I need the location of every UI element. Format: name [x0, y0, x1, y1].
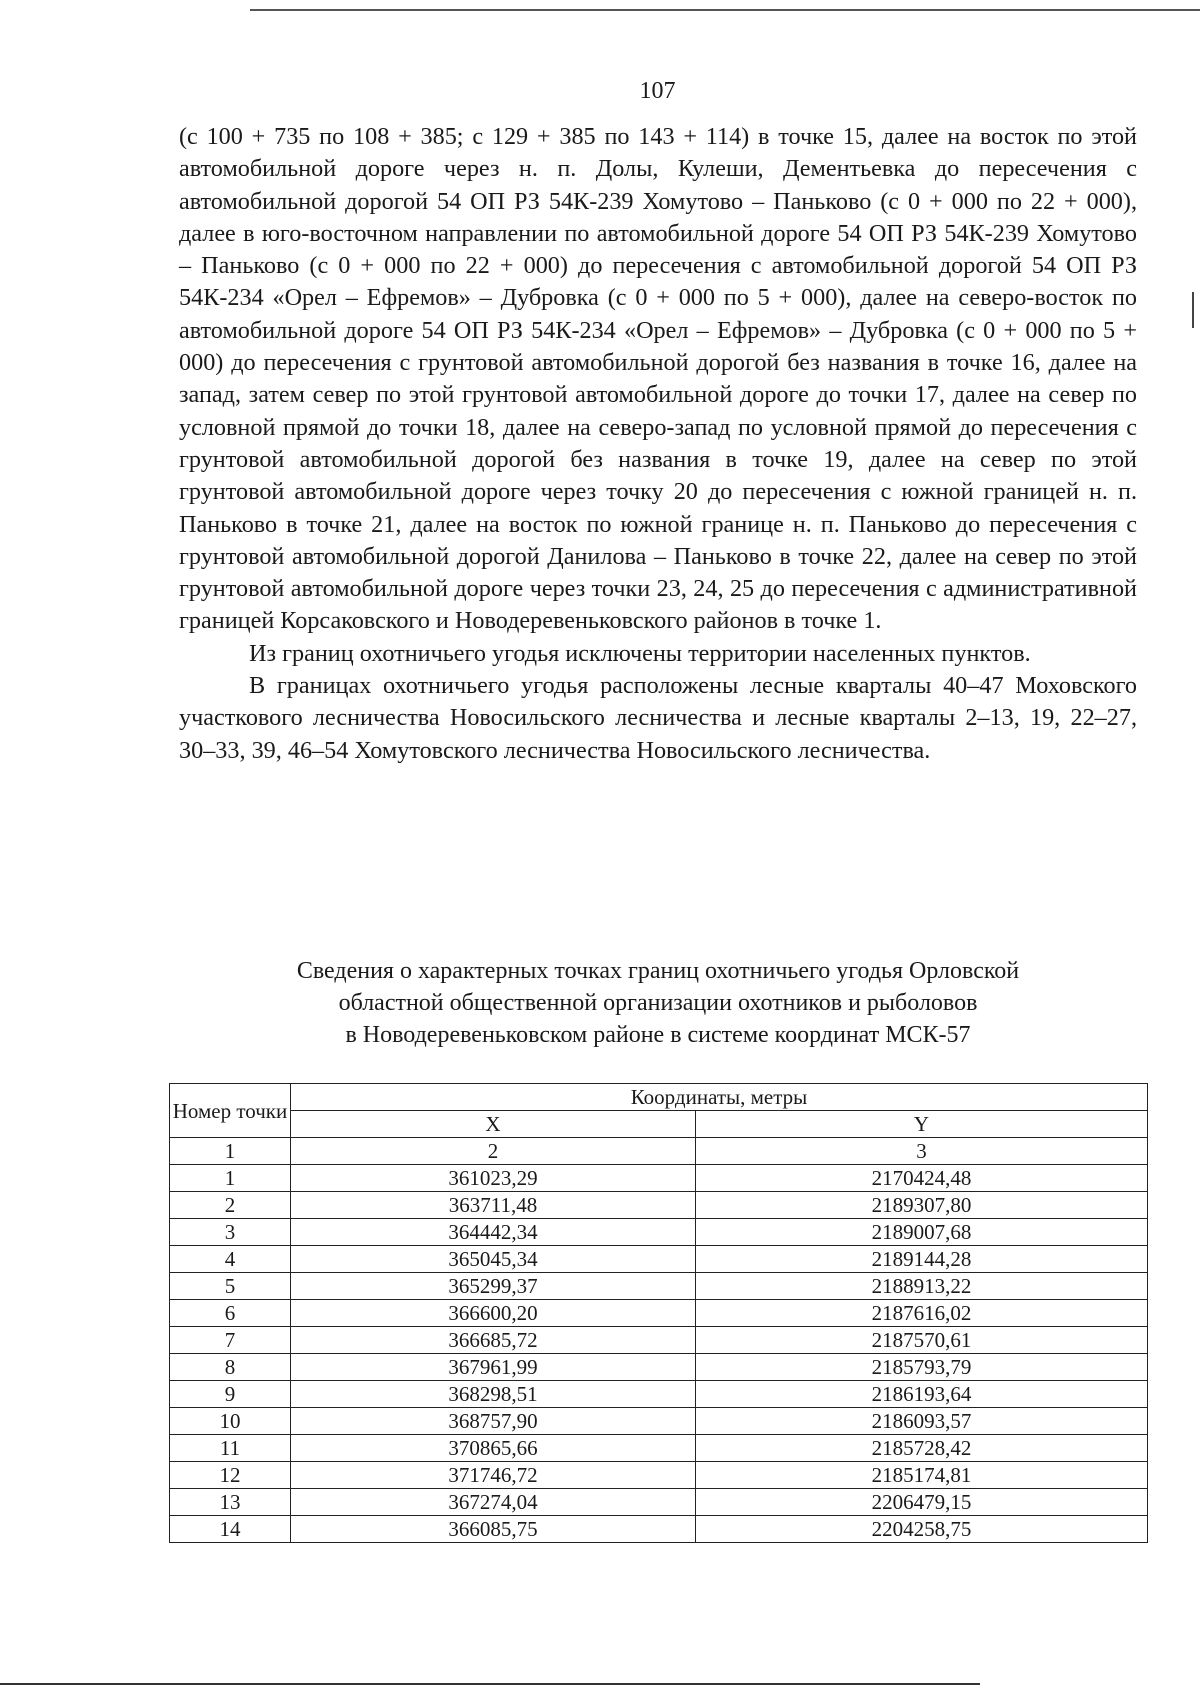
x-coordinate-cell: 366085,75: [291, 1516, 696, 1543]
table-row: [170, 1462, 1148, 1489]
y-coordinate-cell: 2189307,80: [695, 1192, 1147, 1219]
point-number-cell: 4: [170, 1246, 291, 1273]
point-number-cell: 8: [170, 1354, 291, 1381]
paragraph-boundary-description: (с 100 + 735 по 108 + 385; с 129 + 385 по 143 + 114) в точке 15, далее на восток по этой автомобильной дороге через н. п. Долы, Кулеши, Дементьевка до пересечения с автомобильной дорогой 54 ОП РЗ 54К-239 Хомутово – Паньково (с 0 + 000 по 22 + 000), далее в юго-восточном направлении по автомобильной дороге 54 ОП РЗ 54К-239 Хомутово – Паньково (с 0 + 000 по 22 + 000) до пересечения с автомобильной дорогой 54 ОП РЗ 54К-234 «Орел – Ефремов» – Дубровка (с 0 + 000 по 5 + 000), далее на северо-восток по автомобильной дороге 54 ОП РЗ 54К-234 «Орел – Ефремов» – Дубровка (с 0 + 000 по 5 + 000) до пересечения с грунтовой автомобильной дорогой без названия в точке 16, далее на запад, затем север по этой грунтовой автомобильной дороге до точки 17, далее на север по условной прямой до точки 18, далее на северо-запад по условной прямой до пересечения с грунтовой автомобильной дорогой без названия в точке 19, далее на север по этой грунтовой автомобильной дороге через точку 20 до пересечения с южной границей н. п. Паньково в точке 21, далее на восток по южной границе н. п. Паньково до пересечения с грунтовой автомобильной дорогой Данилова – Паньково в точке 22, далее на север по этой грунтовой автомобильной дороге через точки 23, 24, 25 до пересечения с административной границей Корсаковского и Новодеревеньковского районов в точке 1.: [179, 123, 1137, 635]
x-coordinate-cell: 365045,34: [291, 1246, 696, 1273]
x-coordinate-cell: 367961,99: [291, 1354, 696, 1381]
table-row: [170, 1408, 1148, 1435]
x-coordinate-cell: 365299,37: [291, 1273, 696, 1300]
x-coordinate-cell: 368757,90: [291, 1408, 696, 1435]
paragraph-forest-quarters: В границах охотничьего угодья расположены лесные кварталы 40–47 Моховского участкового лесничества Новосильского лесничества и лесные кварталы 2–13, 19, 22–27, 30–33, 39, 46–54 Хомутовского лесничества Новосильского лесничества.: [179, 672, 1137, 764]
y-coordinate-cell: 2189144,28: [695, 1246, 1147, 1273]
point-number-cell: 6: [170, 1300, 291, 1327]
scan-mark-right: [1192, 292, 1194, 328]
column-index: 2: [291, 1138, 696, 1165]
table-row: [170, 1381, 1148, 1408]
header-coordinates: Координаты, метры: [291, 1084, 1148, 1111]
point-number-cell: 7: [170, 1327, 291, 1354]
table-row: [170, 1246, 1148, 1273]
table-title-line-2: областной общественной организации охотников и рыболовов: [338, 990, 978, 1016]
y-coordinate-cell: 2185174,81: [695, 1462, 1147, 1489]
table-title: [179, 955, 1137, 1051]
coordinates-table: [169, 1083, 1148, 1543]
y-coordinate-cell: 2187616,02: [695, 1300, 1147, 1327]
table-row: [170, 1219, 1148, 1246]
y-coordinate-cell: 2204258,75: [695, 1516, 1147, 1543]
y-coordinate-cell: 2185793,79: [695, 1354, 1147, 1381]
header-y: Y: [695, 1111, 1147, 1138]
page-number: 107: [639, 78, 676, 104]
header-point-number: Номер точки: [170, 1084, 291, 1138]
y-coordinate-cell: 2186193,64: [695, 1381, 1147, 1408]
y-coordinate-cell: 2189007,68: [695, 1219, 1147, 1246]
point-number-cell: 3: [170, 1219, 291, 1246]
x-coordinate-cell: 366685,72: [291, 1327, 696, 1354]
table-title-line-3: в Новодеревеньковском районе в системе координат МСК-57: [345, 1022, 971, 1048]
x-coordinate-cell: 370865,66: [291, 1435, 696, 1462]
point-number-cell: 11: [170, 1435, 291, 1462]
column-index: 3: [695, 1138, 1147, 1165]
table-title-line-1: Сведения о характерных точках границ охотничьего угодья Орловской: [296, 958, 1020, 984]
table-row: [170, 1435, 1148, 1462]
x-coordinate-cell: 363711,48: [291, 1192, 696, 1219]
point-number-cell: 10: [170, 1408, 291, 1435]
scan-edge-top: [250, 9, 1200, 11]
point-number-cell: 2: [170, 1192, 291, 1219]
table-row: [170, 1489, 1148, 1516]
y-coordinate-cell: 2206479,15: [695, 1489, 1147, 1516]
table-row: [170, 1516, 1148, 1543]
point-number-cell: 14: [170, 1516, 291, 1543]
table-row: [170, 1273, 1148, 1300]
y-coordinate-cell: 2187570,61: [695, 1327, 1147, 1354]
x-coordinate-cell: 361023,29: [291, 1165, 696, 1192]
table-row: [170, 1354, 1148, 1381]
table-header-row: [170, 1084, 1148, 1111]
x-coordinate-cell: 364442,34: [291, 1219, 696, 1246]
table-column-index-row: [170, 1138, 1148, 1165]
scan-edge-bottom: [0, 1683, 980, 1685]
x-coordinate-cell: 367274,04: [291, 1489, 696, 1516]
y-coordinate-cell: 2188913,22: [695, 1273, 1147, 1300]
body-text: [179, 121, 1137, 767]
point-number-cell: 5: [170, 1273, 291, 1300]
table-row: [170, 1300, 1148, 1327]
x-coordinate-cell: 368298,51: [291, 1381, 696, 1408]
table-row: [170, 1192, 1148, 1219]
point-number-cell: 1: [170, 1165, 291, 1192]
point-number-cell: 12: [170, 1462, 291, 1489]
y-coordinate-cell: 2185728,42: [695, 1435, 1147, 1462]
point-number-cell: 9: [170, 1381, 291, 1408]
point-number-cell: 13: [170, 1489, 291, 1516]
y-coordinate-cell: 2186093,57: [695, 1408, 1147, 1435]
table-body: [170, 1165, 1148, 1543]
column-index: 1: [170, 1138, 291, 1165]
header-x: X: [291, 1111, 696, 1138]
x-coordinate-cell: 371746,72: [291, 1462, 696, 1489]
paragraph-exclusions: Из границ охотничьего угодья исключены территории населенных пунктов.: [249, 639, 1031, 667]
table-row: [170, 1327, 1148, 1354]
y-coordinate-cell: 2170424,48: [695, 1165, 1147, 1192]
table-subheader-row: [170, 1111, 1148, 1138]
table-row: [170, 1165, 1148, 1192]
x-coordinate-cell: 366600,20: [291, 1300, 696, 1327]
